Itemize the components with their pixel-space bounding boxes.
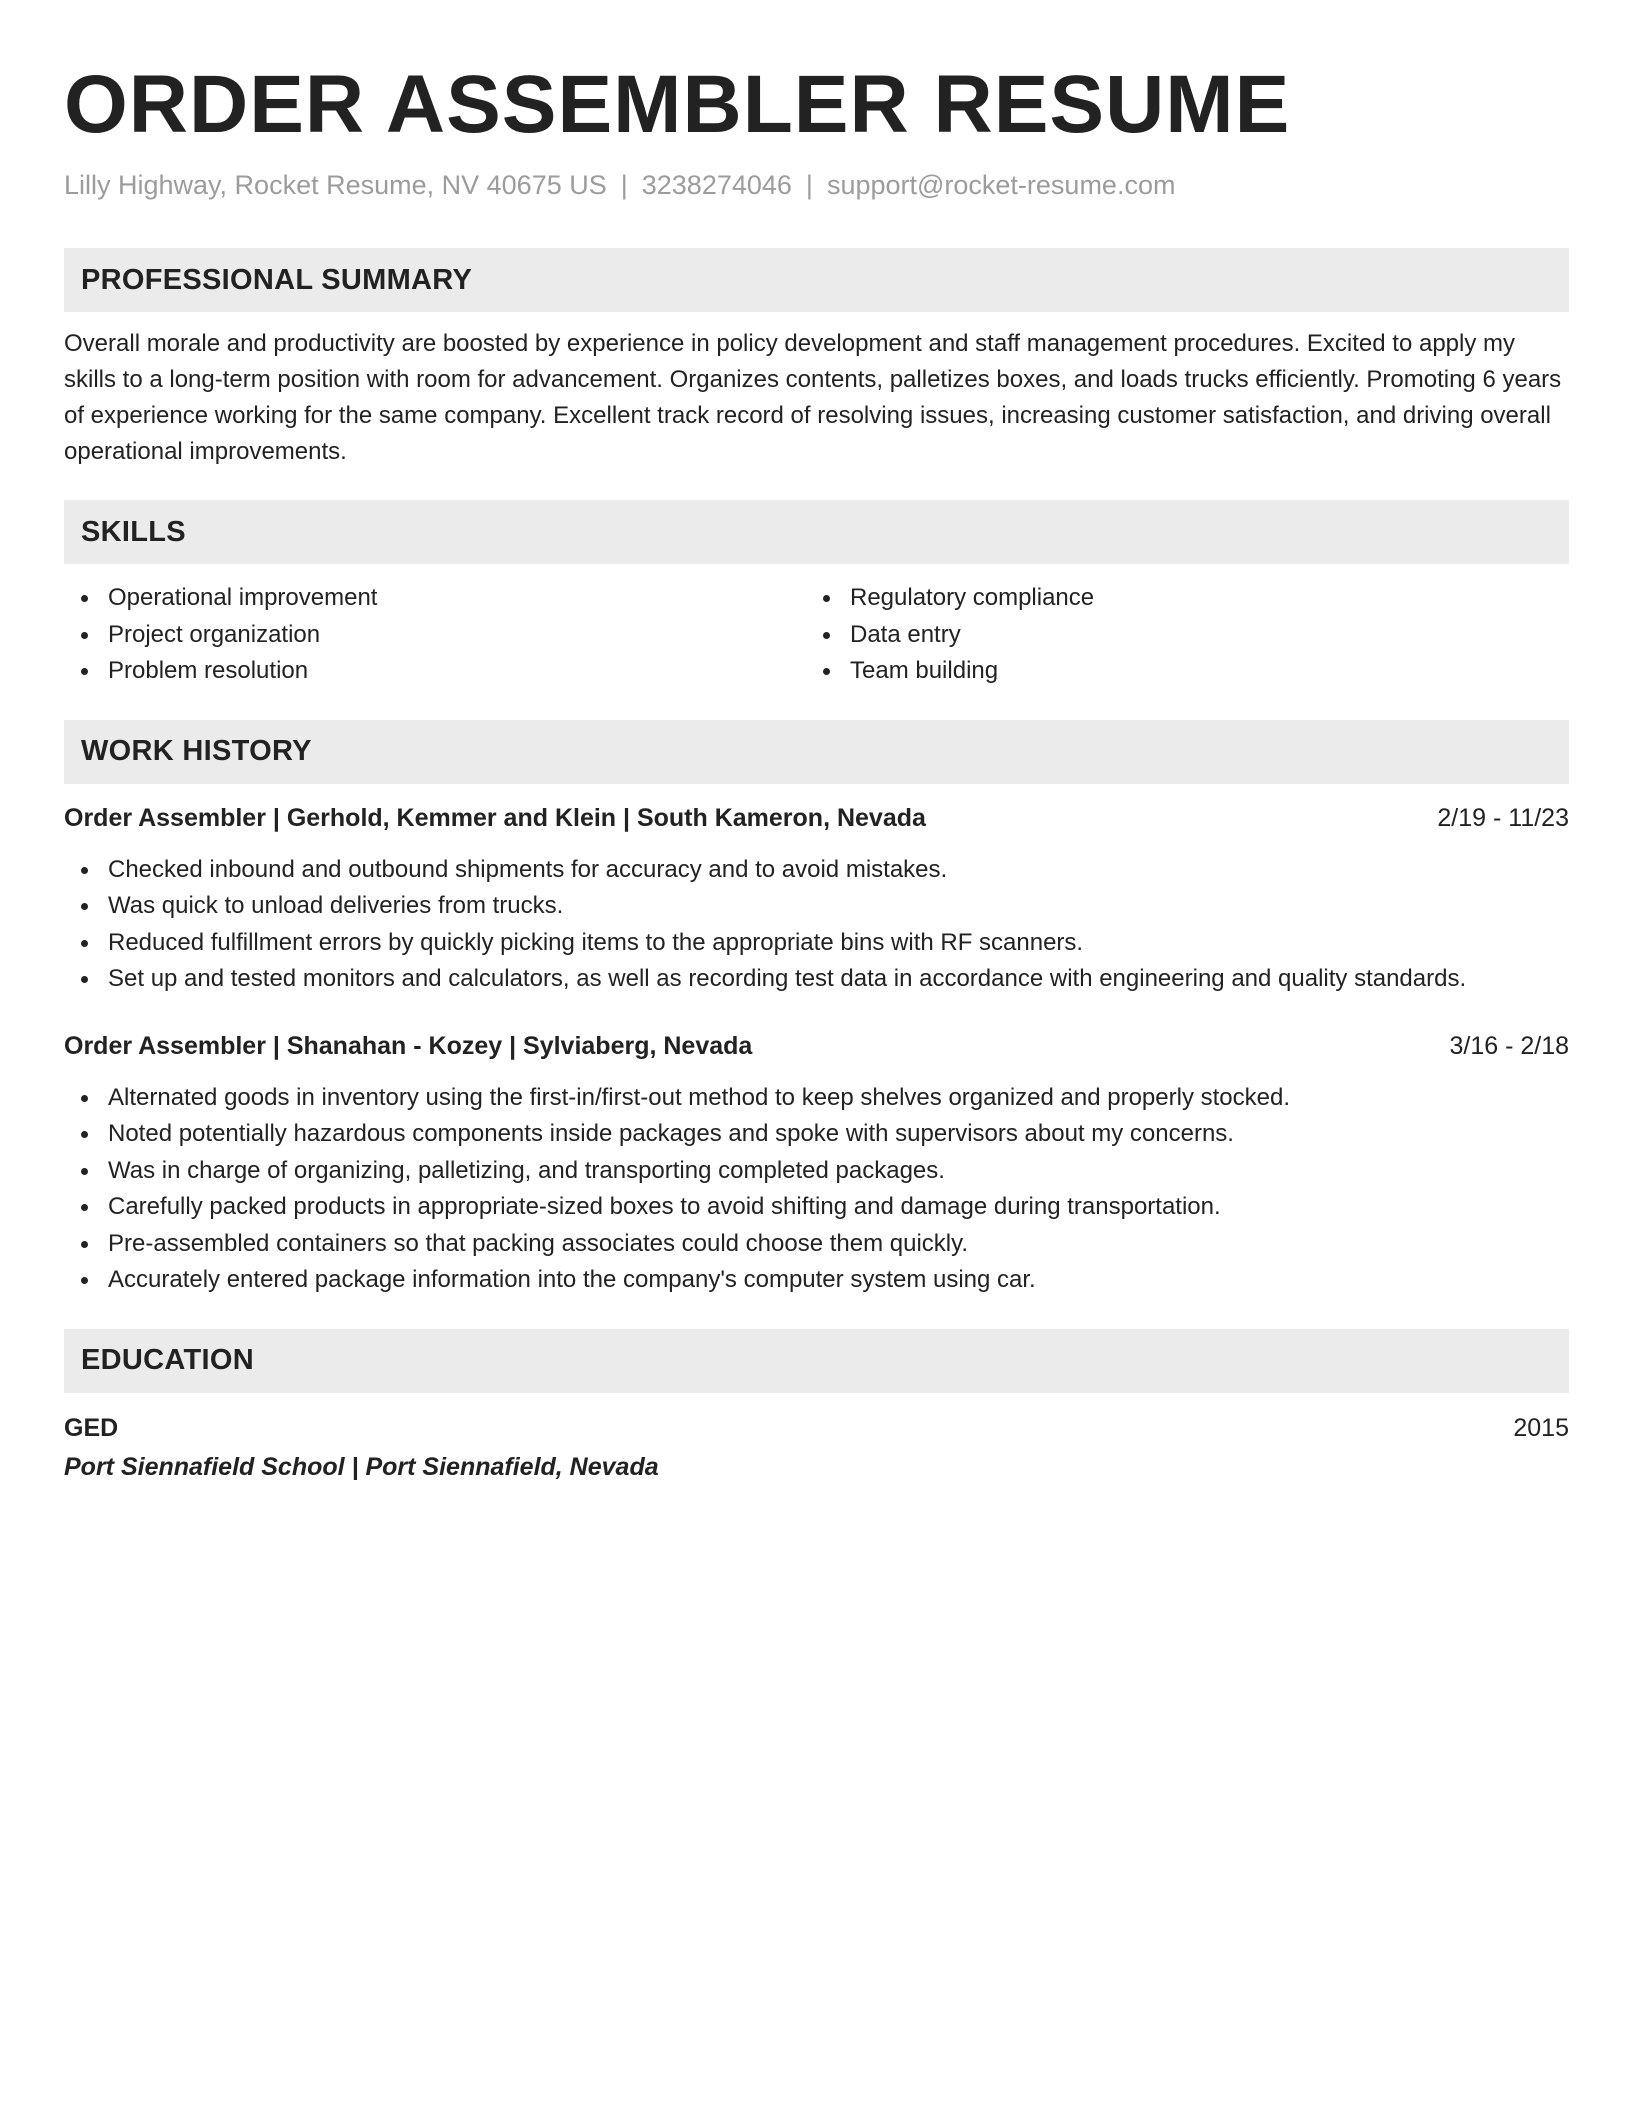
- resume-page: [64, 0, 1569, 1485]
- skill-item: Regulatory compliance: [806, 580, 1548, 617]
- summary-text: Overall morale and productivity are boosted by experience in policy development and staff management procedures. Excited to apply my skills to a long-term position with room for advancement. Organizes contents, palletizes boxes, and loads trucks efficiently. Promoting 6 years of experience working for the same company. Excellent track record of resolving issues, increasing customer satisfaction, and driving overall operational improvements.: [64, 330, 1562, 465]
- duty-item: Was quick to unload deliveries from trucks.: [64, 888, 1569, 925]
- duty-item: Set up and tested monitors and calculators, as well as recording test data in accordance with engineering and quality standards.: [64, 961, 1569, 998]
- duty-item: Carefully packed products in appropriate-sized boxes to avoid shifting and damage during transportation.: [64, 1189, 1569, 1226]
- skills-column-right: [806, 580, 1548, 690]
- education-year: 2015: [1513, 1413, 1569, 1442]
- education-heading: EDUCATION: [81, 1344, 254, 1376]
- skill-item: Team building: [806, 653, 1548, 690]
- job-entry: [64, 800, 1569, 998]
- job-header: [64, 800, 1569, 836]
- contact-separator: |: [805, 170, 813, 200]
- education-degree: GED: [64, 1413, 119, 1442]
- skills-list: [64, 580, 1569, 690]
- job-title: Order Assembler | Gerhold, Kemmer and Klein | South Kameron, Nevada: [64, 803, 926, 832]
- skills-heading: SKILLS: [81, 515, 186, 548]
- contact-line: [64, 168, 1569, 202]
- duty-item: Was in charge of organizing, palletizing, and transporting completed packages.: [64, 1153, 1569, 1190]
- contact-phone: 3238274046: [641, 170, 792, 200]
- duty-item: Noted potentially hazardous components inside packages and spoke with supervisors about my concerns.: [64, 1116, 1569, 1153]
- duty-item: Alternated goods in inventory using the first-in/first-out method to keep shelves organized and properly stocked.: [64, 1080, 1569, 1117]
- education-school: Port Siennafield School | Port Siennafield, Nevada: [64, 1452, 659, 1481]
- skill-item: Problem resolution: [64, 653, 806, 690]
- summary-heading: PROFESSIONAL SUMMARY: [81, 263, 473, 296]
- duty-item: Pre-assembled containers so that packing associates could choose them quickly.: [64, 1226, 1569, 1263]
- education-section-header: [64, 1329, 1569, 1393]
- education-header: [64, 1410, 1569, 1446]
- duty-item: Reduced fulfillment errors by quickly picking items to the appropriate bins with RF scanners.: [64, 925, 1569, 962]
- duty-item: Checked inbound and outbound shipments for accuracy and to avoid mistakes.: [64, 852, 1569, 889]
- skill-item: Operational improvement: [64, 580, 806, 617]
- job-header: [64, 1028, 1569, 1064]
- job-dates: 2/19 - 11/23: [1437, 803, 1569, 832]
- skill-item: Data entry: [806, 617, 1548, 654]
- work-heading: WORK HISTORY: [81, 735, 312, 767]
- contact-separator: |: [620, 170, 628, 200]
- job-entry: [64, 1028, 1569, 1299]
- skill-item: Project organization: [64, 617, 806, 654]
- job-title: Order Assembler | Shanahan - Kozey | Sylviaberg, Nevada: [64, 1031, 753, 1060]
- contact-address: Lilly Highway, Rocket Resume, NV 40675 US: [64, 170, 607, 200]
- job-dates: 3/16 - 2/18: [1449, 1031, 1569, 1060]
- work-section-header: [64, 720, 1569, 784]
- skills-section-header: [64, 500, 1569, 564]
- duty-item: Accurately entered package information into the company's computer system using car.: [64, 1262, 1569, 1299]
- job-duties: [64, 852, 1569, 998]
- job-duties: [64, 1080, 1569, 1299]
- contact-email: support@rocket-resume.com: [826, 170, 1176, 200]
- resume-title: ORDER ASSEMBLER RESUME: [64, 59, 1291, 150]
- skills-column-left: [64, 580, 806, 690]
- summary-section-header: [64, 248, 1569, 312]
